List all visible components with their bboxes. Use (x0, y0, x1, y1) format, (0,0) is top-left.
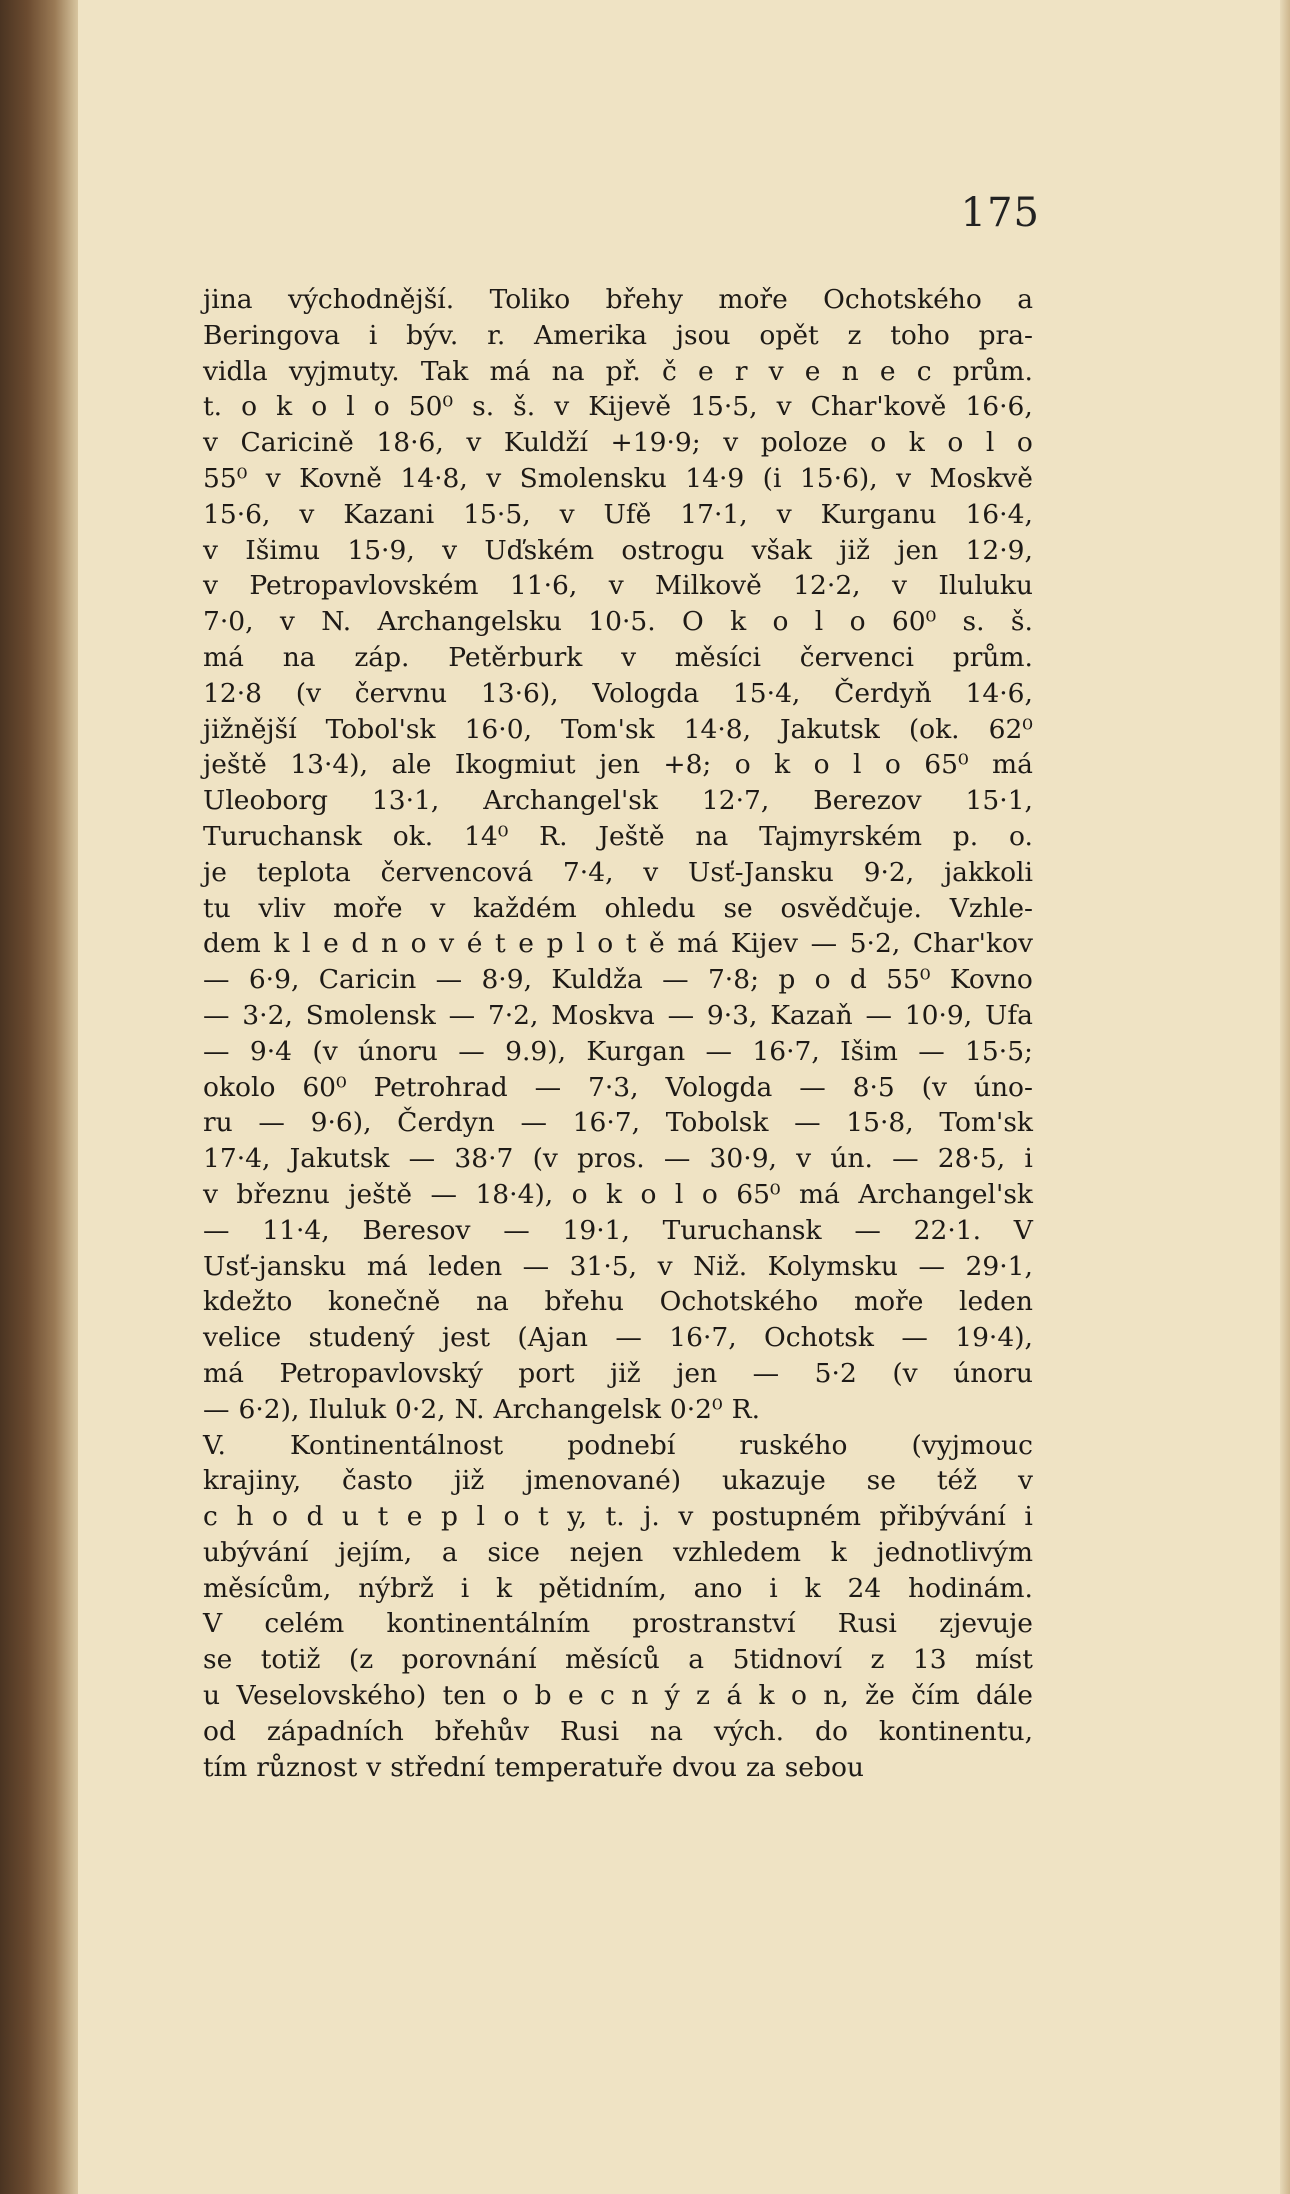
text-line: dem k l e d n o v é t e p l o t ě má Kijev — 5·2, Char'kov (203, 928, 1033, 960)
text-line: Usť-jansku má leden — 31·5, v Niž. Kolymsku — 29·1, (203, 1250, 1033, 1282)
text-line: ru — 9·6), Čerdyn — 16·7, Tobolsk — 15·8, Tom'sk (203, 1107, 1033, 1139)
text-line: 15·6, v Kazani 15·5, v Ufě 17·1, v Kurganu 16·4, (203, 498, 1033, 530)
text-line: Turuchansk ok. 14⁰ R. Ještě na Tajmyrském p. o. (203, 820, 1033, 852)
text-line: v Caricině 18·6, v Kuldží +19·9; v poloze o k o l o (203, 427, 1033, 459)
text-line: — 11·4, Beresov — 19·1, Turuchansk — 22·1. V (203, 1214, 1033, 1246)
text-line: t. o k o l o 50⁰ s. š. v Kijevě 15·5, v Char'kově 16·6, (203, 391, 1033, 423)
text-line: vidla vyjmuty. Tak má na př. č e r v e n e c prům. (203, 355, 1033, 387)
text-line: jižnější Tobol'sk 16·0, Tom'sk 14·8, Jakutsk (ok. 62⁰ (203, 713, 1033, 745)
text-line: tu vliv moře v každém ohledu se osvědčuje. Vzhle- (203, 892, 1033, 924)
text-line: jina východnější. Toliko břehy moře Ochotského a (203, 284, 1033, 315)
text-line: c h o d u t e p l o t y, t. j. v postupném přibývání i (203, 1501, 1033, 1533)
text-line: má Petropavlovský port již jen — 5·2 (v únoru (203, 1357, 1033, 1389)
page-number: 175 (960, 190, 1040, 236)
text-line: — 9·4 (v únoru — 9.9), Kurgan — 16·7, Išim — 15·5; (203, 1035, 1033, 1067)
text-line: kdežto konečně na břehu Ochotského moře leden (203, 1286, 1033, 1318)
text-line: má na záp. Petěrburk v měsíci červenci prům. (203, 641, 1033, 673)
text-line: u Veselovského) ten o b e c n ý z á k o n, že čím dále (203, 1680, 1033, 1712)
text-line: V celém kontinentálním prostranství Rusi zjevuje (203, 1608, 1033, 1640)
text-line: velice studený jest (Ajan — 16·7, Ochotsk — 19·4), (203, 1322, 1033, 1354)
text-line: v březnu ještě — 18·4), o k o l o 65⁰ má Archangel'sk (203, 1178, 1033, 1210)
book-binding (0, 0, 78, 2194)
text-line: 55⁰ v Kovně 14·8, v Smolensku 14·9 (i 15·6), v Moskvě (203, 462, 1033, 494)
text-line: ubývání jejím, a sice nejen vzhledem k jednotlivým (203, 1536, 1033, 1568)
text-line: v Petropavlovském 11·6, v Milkově 12·2, v Iluluku (203, 570, 1033, 602)
text-line: v Išimu 15·9, v Uďském ostrogu však již jen 12·9, (203, 534, 1033, 566)
page-edge (1280, 0, 1290, 2194)
text-line: Beringova i býv. r. Amerika jsou opět z toho pra- (203, 319, 1033, 351)
text-line: — 6·2), Iluluk 0·2, N. Archangelsk 0·2⁰ R. (203, 1393, 761, 1425)
text-line: tím různost v střední temperatuře dvou za sebou (203, 1751, 864, 1783)
text-line: V. Kontinentálnost podnebí ruského (vyjmouc (203, 1429, 1033, 1461)
text-line: je teplota červencová 7·4, v Usť-Jansku 9·2, jakkoli (203, 856, 1033, 888)
text-line: od západních břehův Rusi na vých. do kontinentu, (203, 1715, 1033, 1747)
text-line: měsícům, nýbrž i k pětidním, ano i k 24 hodinám. (203, 1572, 1033, 1604)
text-line: krajiny, často již jmenované) ukazuje se též v (203, 1465, 1033, 1497)
text-line: 17·4, Jakutsk — 38·7 (v pros. — 30·9, v ún. — 28·5, i (203, 1143, 1033, 1175)
text-line: Uleoborg 13·1, Archangel'sk 12·7, Berezov 15·1, (203, 785, 1033, 817)
text-line: se totiž (z porovnání měsíců a 5tidnoví z 13 míst (203, 1644, 1033, 1676)
text-line: okolo 60⁰ Petrohrad — 7·3, Vologda — 8·5 (v úno- (203, 1071, 1033, 1103)
body-text (203, 282, 1033, 1785)
text-line: — 3·2, Smolensk — 7·2, Moskva — 9·3, Kazaň — 10·9, Ufa (203, 999, 1033, 1031)
text-line: ještě 13·4), ale Ikogmiut jen +8; o k o l o 65⁰ má (203, 749, 1033, 781)
text-line: 7·0, v N. Archangelsku 10·5. O k o l o 60⁰ s. š. (203, 606, 1033, 638)
text-line: 12·8 (v červnu 13·6), Vologda 15·4, Čerdyň 14·6, (203, 677, 1033, 709)
text-line: — 6·9, Caricin — 8·9, Kuldža — 7·8; p o d 55⁰ Kovno (203, 964, 1033, 996)
